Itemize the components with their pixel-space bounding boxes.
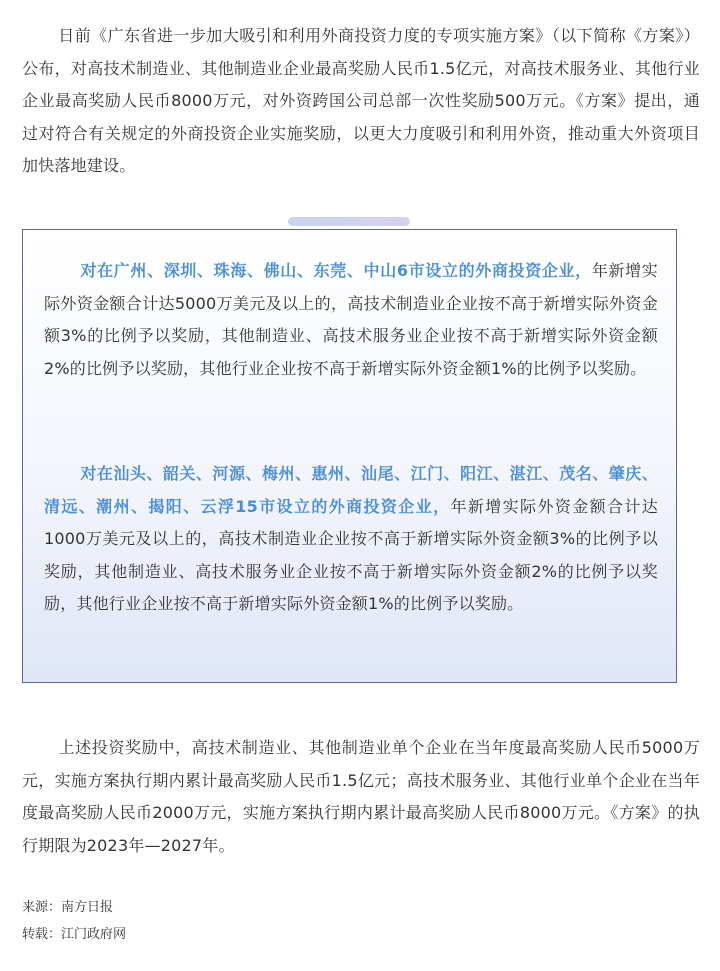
region-body-1: 年新增实际外资金额合计达5000万美元及以上的，高技术制造业企业按不高于新增实际外资金额3%的比例予以奖励，其他制造业、高技术服务业企业按不高于新增实际外资金额2%的比例予以奖励，其他行业企业按不高于新增实际外资金额1%的比例予以奖励。 xyxy=(44,261,658,378)
intro-paragraph xyxy=(22,20,700,183)
intro-text: 日前《广东省进一步加大吸引和利用外商投资力度的专项实施方案》（以下简称《方案》）公布，对高技术制造业、其他制造业企业最高奖励人民币1.5亿元，对高技术服务业、其他行业企业最高奖励人民币8000万元，对外资跨国公司总部一次性奖励500万元。《方案》提出，通过对符合有关规定的外商投资企业实施奖励，以更大力度吸引和利用外资，推动重大外资项目加快落地建设。 xyxy=(22,26,700,175)
source-origin: 来源：南方日报 xyxy=(22,900,114,915)
closing-paragraph xyxy=(22,732,700,862)
closing-text: 上述投资奖励中，高技术制造业、其他制造业单个企业在当年度最高奖励人民币5000万元，实施方案执行期内累计最高奖励人民币1.5亿元；高技术服务业、其他行业单个企业在当年度最高奖励人民币2000万元，实施方案执行期内累计最高奖励人民币8000万元。《方案》的执行期限为2023年—2027年。 xyxy=(22,738,700,855)
box-paragraph-1 xyxy=(44,255,658,385)
decorative-bar xyxy=(288,217,410,226)
region-body-2: 年新增实际外资金额合计达1000万美元及以上的，高技术制造业企业按不高于新增实际外资金额3%的比例予以奖励，其他制造业、高技术服务业企业按不高于新增实际外资金额2%的比例予以奖励，其他行业企业按不高于新增实际外资金额1%的比例予以奖励。 xyxy=(44,496,658,613)
source-repost: 转载：江门政府网 xyxy=(22,927,127,942)
region-highlight-1: 对在广州、深圳、珠海、佛山、东莞、中山6市设立的外商投资企业， xyxy=(80,261,592,280)
policy-highlight-box xyxy=(22,229,677,683)
region-highlight-2: 对在汕头、韶关、河源、梅州、惠州、汕尾、江门、阳江、湛江、茂名、肇庆、清远、潮州、揭阳、云浮15市设立的外商投资企业， xyxy=(44,464,658,516)
box-paragraph-2 xyxy=(44,458,658,621)
